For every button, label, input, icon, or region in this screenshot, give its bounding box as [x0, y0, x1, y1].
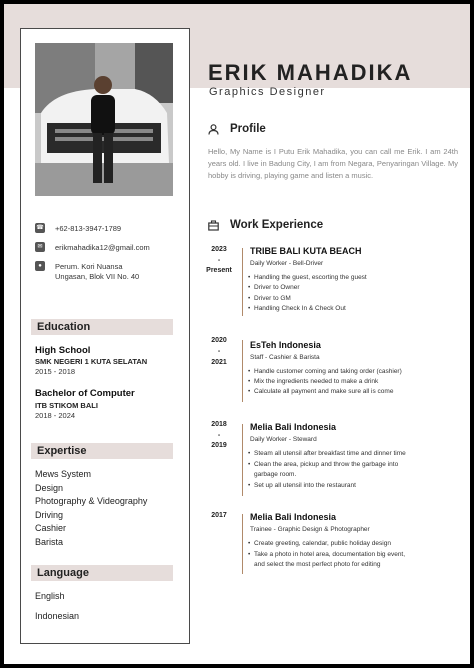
- profile-photo: [35, 43, 173, 196]
- work-heading: Work Experience: [208, 219, 348, 233]
- job-bullet: • Handle customer coming and taking order (cashier): [254, 367, 402, 377]
- timeline-line: [242, 248, 243, 316]
- job-year-end: 2019: [211, 442, 227, 449]
- person-name: ERIK MAHADIKA: [208, 60, 413, 85]
- education-degree: High School: [35, 345, 91, 356]
- education-school: ITB STIKOM BALI: [35, 401, 98, 410]
- education-years: 2015 - 2018: [35, 367, 76, 376]
- phone-icon: ☎: [36, 225, 44, 231]
- job-year-dash: -: [217, 432, 221, 439]
- job-bullet: • Handling Check In & Check Out: [254, 304, 346, 314]
- job-bullet-continued: and select the most perfect photo for editing: [254, 561, 381, 568]
- job-bullet: • Create greeting, calendar, public holiday design: [254, 539, 391, 549]
- profile-text: Hello, My Name is I Putu Erik Mahadika, you can call me Erik. I am 24th years old. I live in Badung City, I am from Negara, Penyaringan Village. My hobby is driving, playing game and listen a music.: [208, 147, 458, 180]
- job-company: EsTeh Indonesia: [250, 340, 321, 350]
- contact-phone: ☎ +62-813-3947-1789: [36, 224, 122, 233]
- expertise-heading: Expertise: [31, 443, 173, 459]
- job-bullet: • Driver to GM: [254, 294, 291, 304]
- language-item: English: [35, 591, 65, 601]
- education-degree: Bachelor of Computer: [35, 388, 135, 399]
- job-year-start: 2023: [211, 246, 227, 253]
- contact-address: ● Perum. Kori Nuansa Ungasan, Blok VII No. 40: [35, 261, 185, 283]
- expertise-item: Design: [35, 483, 64, 493]
- briefcase-icon: [208, 220, 219, 231]
- timeline-line: [242, 514, 243, 574]
- education-heading: Education: [31, 319, 173, 335]
- expertise-item: Photography & Videography: [35, 496, 148, 506]
- job-bullet: • Driver to Owner: [254, 283, 300, 293]
- job-position: Daily Worker - Bell-Driver: [250, 260, 324, 267]
- job-bullet: • Calculate all payment and make sure all is come: [254, 387, 393, 397]
- job-role: Graphics Designer: [209, 86, 326, 98]
- language-heading: Language: [31, 565, 173, 581]
- expertise-item: Barista: [35, 537, 64, 547]
- job-bullet: • Clean the area, pickup and throw the garbage into: [254, 460, 398, 470]
- job-year-start: 2020: [211, 337, 227, 344]
- job-year-end: 2021: [211, 359, 227, 366]
- education-years: 2018 - 2024: [35, 411, 76, 420]
- job-company: TRIBE BALI KUTA BEACH: [250, 246, 362, 256]
- job-bullet-continued: garbage room.: [254, 471, 297, 478]
- language-item: Indonesian: [35, 611, 80, 621]
- timeline-line: [242, 424, 243, 496]
- profile-heading: Profile: [208, 123, 328, 137]
- education-school: SMK NEGERI 1 KUTA SELATAN: [35, 357, 148, 366]
- job-position: Daily Worker - Steward: [250, 436, 317, 443]
- job-bullet: • Steam all utensil after breakfast time and dinner time: [254, 449, 406, 459]
- sidebar: [20, 28, 190, 644]
- job-position: Trainee - Graphic Design & Photographer: [250, 526, 370, 533]
- expertise-item: Cashier: [35, 523, 67, 533]
- job-company: Melia Bali Indonesia: [250, 422, 337, 432]
- job-bullet: • Set up all utensil into the restaurant: [254, 481, 356, 491]
- contact-email: ✉ erikmahadika12@gmail.com: [35, 242, 185, 254]
- job-year-start: 2017: [211, 512, 227, 519]
- resume-page: [4, 4, 470, 664]
- job-bullet: • Mix the ingredients needed to make a drink: [254, 377, 378, 387]
- job-bullet: • Take a photo in hotel area, documentation big event,: [254, 550, 405, 560]
- job-year-end: Present: [206, 267, 232, 274]
- job-year-dash: -: [217, 348, 221, 355]
- location-icon: ●: [35, 261, 45, 271]
- job-company: Melia Bali Indonesia: [250, 512, 337, 522]
- timeline-line: [242, 340, 243, 402]
- expertise-item: Driving: [35, 510, 64, 520]
- job-position: Staff - Cashier & Barista: [250, 354, 320, 361]
- job-year-dash: -: [217, 257, 221, 264]
- job-bullet: • Handling the guest, escorting the guest: [254, 273, 367, 283]
- expertise-item: Mews System: [35, 469, 92, 479]
- job-year-start: 2018: [211, 421, 227, 428]
- email-icon: ✉: [35, 242, 45, 252]
- person-icon: [208, 124, 219, 135]
